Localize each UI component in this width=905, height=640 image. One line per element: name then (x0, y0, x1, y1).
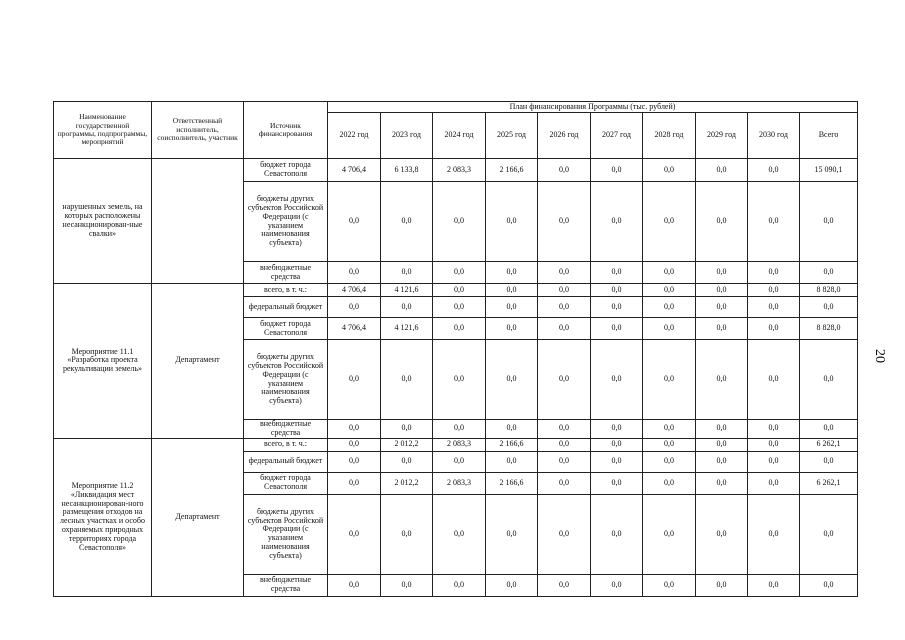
year-value: 0,0 (328, 472, 381, 494)
header-year: 2022 год (328, 113, 381, 159)
year-value: 0,0 (748, 318, 800, 340)
funding-source: внебюджетные средства (244, 262, 328, 284)
year-value: 0,0 (591, 472, 643, 494)
executor (152, 159, 244, 284)
year-value: 0,0 (433, 318, 486, 340)
page-number: 20 (872, 349, 887, 363)
total-value: 0,0 (800, 574, 858, 596)
total-value: 0,0 (800, 182, 858, 262)
funding-source: бюджет города Севастополя (244, 318, 328, 340)
funding-source: бюджеты других субъектов Российской Федерации (с указанием наименования субъекта) (244, 182, 328, 262)
year-value: 0,0 (591, 494, 643, 574)
year-value: 0,0 (538, 438, 591, 451)
year-value: 0,0 (538, 318, 591, 340)
year-value: 2 166,6 (486, 438, 538, 451)
year-value: 0,0 (696, 438, 748, 451)
year-value: 0,0 (591, 182, 643, 262)
total-value: 15 090,1 (800, 159, 858, 182)
year-value: 0,0 (643, 472, 696, 494)
year-value: 0,0 (486, 574, 538, 596)
year-value: 0,0 (328, 420, 381, 439)
year-value: 0,0 (696, 420, 748, 439)
year-value: 0,0 (328, 182, 381, 262)
year-value: 0,0 (643, 297, 696, 318)
table-row (54, 284, 858, 297)
year-value: 0,0 (696, 574, 748, 596)
year-value: 0,0 (696, 451, 748, 472)
year-value: 0,0 (591, 574, 643, 596)
year-value: 0,0 (748, 438, 800, 451)
year-value: 0,0 (486, 262, 538, 284)
activity-name: Мероприятие 11.1 «Разработка проекта рекультивации земель» (54, 284, 152, 439)
year-value: 0,0 (433, 494, 486, 574)
year-value: 0,0 (328, 451, 381, 472)
year-value: 0,0 (643, 340, 696, 420)
total-value: 6 262,1 (800, 438, 858, 451)
year-value: 0,0 (486, 297, 538, 318)
header-year: 2029 год (696, 113, 748, 159)
header-name: Наименование государственной программы, подпрограммы, мероприятий (54, 102, 152, 159)
year-value: 0,0 (696, 340, 748, 420)
year-value: 2 166,6 (486, 159, 538, 182)
year-value: 0,0 (486, 340, 538, 420)
year-value: 0,0 (748, 297, 800, 318)
header-year: 2025 год (486, 113, 538, 159)
year-value: 0,0 (696, 472, 748, 494)
year-value: 0,0 (538, 420, 591, 439)
year-value: 2 012,2 (381, 472, 433, 494)
year-value: 0,0 (433, 284, 486, 297)
year-value: 0,0 (643, 284, 696, 297)
year-value: 0,0 (748, 340, 800, 420)
total-value: 0,0 (800, 262, 858, 284)
year-value: 0,0 (643, 494, 696, 574)
year-value: 0,0 (538, 182, 591, 262)
year-value: 0,0 (591, 451, 643, 472)
year-value: 0,0 (696, 297, 748, 318)
year-value: 0,0 (381, 297, 433, 318)
year-value: 0,0 (538, 494, 591, 574)
activity-name: нарушенных земель, на которых расположены несанкционирован-ные свалки» (54, 159, 152, 284)
funding-source: федеральный бюджет (244, 297, 328, 318)
year-value: 0,0 (381, 340, 433, 420)
year-value: 0,0 (748, 159, 800, 182)
year-value: 0,0 (591, 297, 643, 318)
year-value: 0,0 (748, 284, 800, 297)
year-value: 0,0 (486, 182, 538, 262)
year-value: 0,0 (538, 451, 591, 472)
year-value: 0,0 (486, 451, 538, 472)
year-value: 0,0 (643, 451, 696, 472)
year-value: 0,0 (591, 159, 643, 182)
year-value: 0,0 (328, 262, 381, 284)
year-value: 4 121,6 (381, 318, 433, 340)
header-plan-title: План финансирования Программы (тыс. рублей) (328, 102, 858, 113)
year-value: 0,0 (696, 262, 748, 284)
year-value: 0,0 (696, 494, 748, 574)
header-year: 2027 год (591, 113, 643, 159)
year-value: 0,0 (538, 159, 591, 182)
header-executor: Ответственный исполнитель, соисполнитель, участник (152, 102, 244, 159)
year-value: 4 706,4 (328, 318, 381, 340)
year-value: 0,0 (643, 574, 696, 596)
total-value: 0,0 (800, 420, 858, 439)
year-value: 0,0 (748, 494, 800, 574)
total-value: 8 828,0 (800, 284, 858, 297)
year-value: 2 083,3 (433, 472, 486, 494)
total-value: 6 262,1 (800, 472, 858, 494)
funding-source: бюджеты других субъектов Российской Федерации (с указанием наименования субъекта) (244, 494, 328, 574)
funding-source: бюджет города Севастополя (244, 472, 328, 494)
funding-source: внебюджетные средства (244, 420, 328, 439)
year-value: 0,0 (748, 472, 800, 494)
year-value: 4 706,4 (328, 159, 381, 182)
header-year: 2026 год (538, 113, 591, 159)
year-value: 0,0 (591, 262, 643, 284)
year-value: 0,0 (696, 318, 748, 340)
year-value: 2 012,2 (381, 438, 433, 451)
funding-source: всего, в т. ч.: (244, 438, 328, 451)
year-value: 0,0 (696, 159, 748, 182)
year-value: 0,0 (433, 182, 486, 262)
year-value: 0,0 (748, 574, 800, 596)
year-value: 0,0 (328, 574, 381, 596)
year-value: 0,0 (433, 574, 486, 596)
total-value: 0,0 (800, 494, 858, 574)
funding-source: внебюджетные средства (244, 574, 328, 596)
year-value: 0,0 (328, 438, 381, 451)
year-value: 0,0 (748, 420, 800, 439)
year-value: 0,0 (643, 420, 696, 439)
total-value: 0,0 (800, 340, 858, 420)
header-year: 2030 год (748, 113, 800, 159)
year-value: 2 083,3 (433, 159, 486, 182)
year-value: 0,0 (328, 340, 381, 420)
table-row (54, 438, 858, 451)
year-value: 0,0 (538, 297, 591, 318)
year-value: 0,0 (591, 438, 643, 451)
year-value: 0,0 (591, 284, 643, 297)
funding-source: всего, в т. ч.: (244, 284, 328, 297)
year-value: 6 133,8 (381, 159, 433, 182)
year-value: 0,0 (591, 420, 643, 439)
total-value: 8 828,0 (800, 318, 858, 340)
header-year: 2024 год (433, 113, 486, 159)
total-value: 0,0 (800, 297, 858, 318)
funding-source: бюджеты других субъектов Российской Федерации (с указанием наименования субъекта) (244, 340, 328, 420)
year-value: 0,0 (433, 297, 486, 318)
year-value: 2 166,6 (486, 472, 538, 494)
year-value: 0,0 (381, 182, 433, 262)
year-value: 0,0 (381, 574, 433, 596)
funding-source: бюджет города Севастополя (244, 159, 328, 182)
year-value: 0,0 (538, 284, 591, 297)
header-year: 2028 год (643, 113, 696, 159)
year-value: 0,0 (433, 340, 486, 420)
year-value: 0,0 (643, 318, 696, 340)
executor: Департамент (152, 284, 244, 439)
funding-source: федеральный бюджет (244, 451, 328, 472)
year-value: 0,0 (538, 340, 591, 420)
year-value: 0,0 (591, 318, 643, 340)
financing-table (53, 101, 858, 597)
year-value: 0,0 (748, 451, 800, 472)
year-value: 0,0 (643, 182, 696, 262)
year-value: 0,0 (381, 494, 433, 574)
header-total: Всего (800, 113, 858, 159)
header-year: 2023 год (381, 113, 433, 159)
year-value: 0,0 (643, 262, 696, 284)
year-value: 0,0 (433, 451, 486, 472)
table-row (54, 159, 858, 182)
table-header (54, 102, 858, 159)
year-value: 4 121,6 (381, 284, 433, 297)
year-value: 0,0 (748, 182, 800, 262)
table-body (54, 159, 858, 597)
year-value: 0,0 (328, 297, 381, 318)
year-value: 0,0 (433, 420, 486, 439)
executor: Департамент (152, 438, 244, 596)
year-value: 0,0 (538, 574, 591, 596)
year-value: 0,0 (486, 420, 538, 439)
year-value: 0,0 (381, 262, 433, 284)
year-value: 0,0 (433, 262, 486, 284)
year-value: 0,0 (486, 494, 538, 574)
year-value: 2 083,3 (433, 438, 486, 451)
year-value: 0,0 (643, 159, 696, 182)
year-value: 0,0 (486, 284, 538, 297)
year-value: 0,0 (696, 284, 748, 297)
year-value: 0,0 (591, 340, 643, 420)
total-value: 0,0 (800, 451, 858, 472)
header-source: Источник финансирования (244, 102, 328, 159)
activity-name: Мероприятие 11.2 «Ликвидация мест несанкционирован-ного размещения отходов на лесных участках и особо охраняемых природных территориях города Севастополя» (54, 438, 152, 596)
year-value: 0,0 (538, 472, 591, 494)
year-value: 0,0 (643, 438, 696, 451)
year-value: 0,0 (381, 451, 433, 472)
year-value: 0,0 (748, 262, 800, 284)
year-value: 0,0 (486, 318, 538, 340)
year-value: 4 706,4 (328, 284, 381, 297)
year-value: 0,0 (381, 420, 433, 439)
year-value: 0,0 (696, 182, 748, 262)
year-value: 0,0 (328, 494, 381, 574)
year-value: 0,0 (538, 262, 591, 284)
